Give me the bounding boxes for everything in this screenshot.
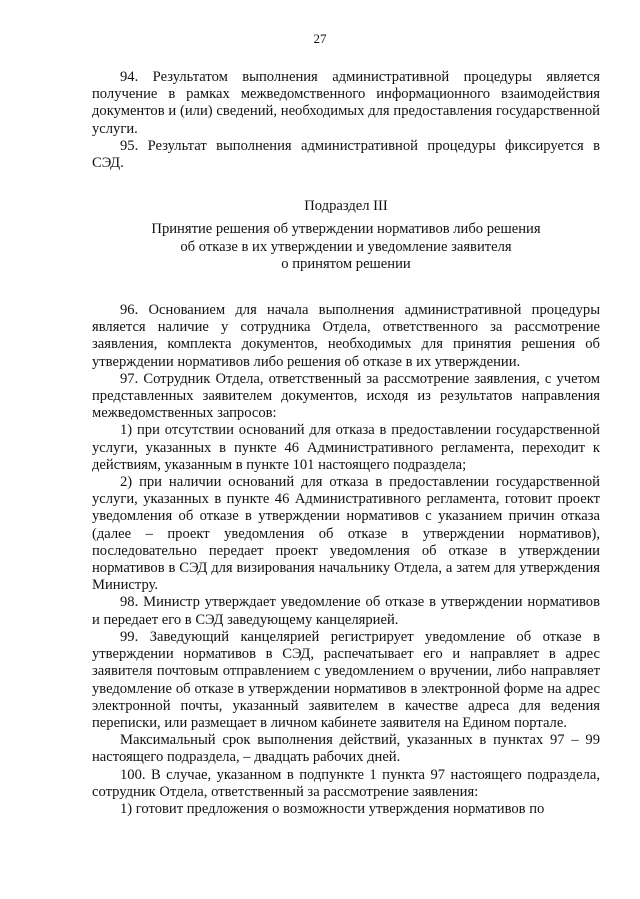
subsection-label: Подраздел III <box>304 198 388 215</box>
paragraph-97-item-2: 2) при наличии оснований для отказа в предоставлении государственной услуги, указанных в пункте 46 Административного регламента, готовит проект уведомления об отказе в утверждении нормативов с указанием причин отказа (далее – проект уведомления об отказе в утверждении нормативов), последовательно передает проект уведомления об отказе в утверждении нормативов в СЭД для визирования начальнику Отдела, а затем для утверждения Министру. <box>92 474 600 594</box>
paragraph-100: 100. В случае, указанном в подпункте 1 пункта 97 настоящего подраздела, сотрудник Отдела, ответственный за рассмотрение заявления: <box>92 766 600 800</box>
paragraph-96: 96. Основанием для начала выполнения административной процедуры является наличие у сотрудника Отдела, ответственного за рассмотрение заявления, комплекта документов, необходимых для принятия решения об утверждении нормативов либо решения об отказе в их утверждении. <box>92 302 600 370</box>
paragraph-95: 95. Результат выполнения административной процедуры фиксируется в СЭД. <box>92 137 600 172</box>
paragraph-deadline: Максимальный срок выполнения действий, указанных в пунктах 97 – 99 настоящего подраздела, – двадцать рабочих дней. <box>92 732 600 766</box>
document-body <box>92 69 600 818</box>
subsection-title-line-3: о принятом решении <box>281 255 411 272</box>
subsection-title-line-2: об отказе в их утверждении и уведомление заявителя <box>180 238 512 255</box>
subsection-title-line-1: Принятие решения об утверждении нормативов либо решения <box>151 221 541 238</box>
subsection-heading <box>92 198 600 273</box>
paragraph-97-item-1: 1) при отсутствии оснований для отказа в предоставлении государственной услуги, указанных в пункте 46 Административного регламента, переходит к действиям, указанным в пункте 101 настоящего подраздела; <box>92 422 600 473</box>
paragraph-94: 94. Результатом выполнения административной процедуры является получение в рамках межведомственного информационного взаимодействия документов и (или) сведений, необходимых для предоставления государственной услуги. <box>92 69 600 137</box>
paragraph-100-item-1: 1) готовит предложения о возможности утверждения нормативов по <box>120 800 545 817</box>
paragraph-97: 97. Сотрудник Отдела, ответственный за рассмотрение заявления, с учетом представленных заявителем документов, исходя из результатов направления межведомственных запросов: <box>92 370 600 422</box>
paragraph-99: 99. Заведующий канцелярией регистрирует уведомление об отказе в утверждении нормативов в СЭД, распечатывает его и направляет в адрес заявителя почтовым отправлением с уведомлением о вручении, либо направляет уведомление об отказе в утверждении нормативов в электронной форме на адрес электронной почты, указанный заявителем в качестве адреса для ведения переписки, или размещает в личном кабинете заявителя на Едином портале. <box>92 628 600 731</box>
paragraph-98: 98. Министр утверждает уведомление об отказе в утверждении нормативов и передает его в СЭД заведующему канцелярией. <box>92 594 600 628</box>
page-number: 27 <box>313 31 327 46</box>
